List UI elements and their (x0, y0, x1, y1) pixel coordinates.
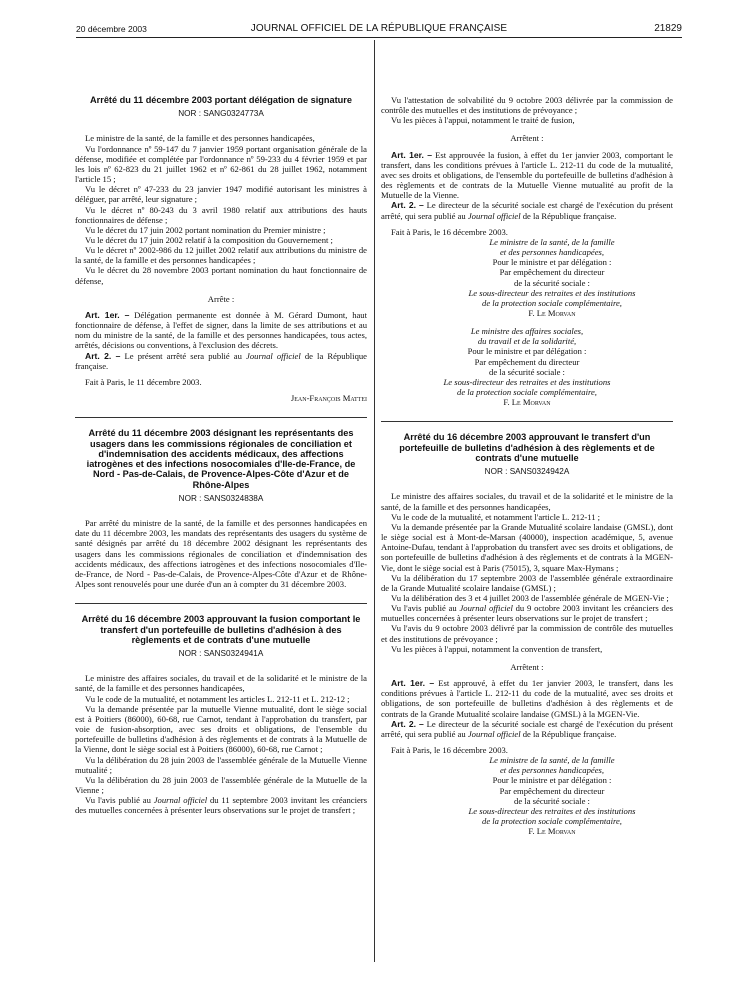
journal-title: JOURNAL OFFICIEL DE LA RÉPUBLIQUE FRANÇAISE (250, 23, 508, 34)
arrete1-title: Arrêté du 11 décembre 2003 portant délégation de signature (90, 95, 352, 105)
arrete4-done: Fait à Paris, le 16 décembre 2003. (391, 745, 508, 756)
column-divider (374, 40, 375, 962)
arrete4-para (381, 603, 673, 623)
sig-name: F. Le Morvan (528, 307, 576, 318)
journal-officiel-ref: Journal officiel (153, 795, 208, 806)
art-label: Art. 1er. – (85, 309, 130, 320)
arrete1-para: Vu le décret du 28 novembre 2003 portant nomination du haut fonctionnaire de défense, (75, 265, 367, 286)
arrete3-arrete-label: Arrêtent : (510, 133, 544, 144)
sig-line: Par empêchement du directeur (474, 356, 580, 367)
arrete1-para: Vu l'ordonnance nº 59-147 du 7 janvier 1959 portant organisation générale de la défense, modifiée et complétée par l'ordonnance nº 59-233 du 4 février 1959 et par les lois nº 62-823 du 21 juillet 1962 et nº 62-861 du 28 juillet 1962, notamment l'article 15 ; (75, 143, 367, 185)
arrete3-para: Vu la délibération du 28 juin 2003 de l'assemblée générale de la Mutuelle Vienne mutualité ; (75, 754, 367, 775)
arrete3-para (75, 795, 367, 815)
sig-line: de la protection sociale complémentaire, (482, 816, 622, 827)
arrete1-signature: Jean-François Mattei (290, 393, 367, 404)
arrete4-para: Vu les pièces à l'appui, notamment la convention de transfert, (391, 643, 603, 654)
sig-line: Par empêchement du directeur (499, 267, 605, 278)
sig-name: F. Le Morvan (503, 397, 551, 408)
arrete4-title: Arrêté du 16 décembre 2003 approuvant le transfert d'un portefeuille de bulletins d'adhésion à des règlements et de contrats d'une mutuelle (399, 432, 655, 463)
arrete1-nor: NOR : SANG0324773A (178, 109, 264, 119)
arrete1-arrete-label: Arrête : (207, 293, 235, 304)
arrete3-para: Vu la délibération du 28 juin 2003 de l'assemblée générale de la Mutuelle de la Vienne ; (75, 774, 367, 795)
arrete4-para: Vu la délibération du 17 septembre 2003 de l'assemblée générale extraordinaire de la Grande Mutualité scolaire landaise (GMSL) ; (381, 572, 673, 593)
sig-line: Pour le ministre et par délégation : (467, 346, 587, 357)
art-text: Le directeur de la sécurité sociale est chargé de l'exécution du présent arrêté, qui sera publié au (381, 718, 673, 739)
arrete3-para: Vu l'attestation de solvabilité du 9 octobre 2003 délivrée par la commission de contrôle des mutuelles et des institutions de prévoyance ; (381, 95, 673, 116)
art-label: Art. 1er. – (391, 678, 435, 689)
arrete4-art1 (381, 678, 673, 719)
arrete4-para: Vu la délibération des 3 et 4 juillet 2003 de l'assemblée générale de MGEN-Vie ; (391, 592, 669, 603)
art-text: Le présent arrêté sera publié au (124, 350, 247, 361)
sig-line: et des personnes handicapées, (499, 765, 605, 776)
sig-line: Pour le ministre et par délégation : (492, 257, 612, 268)
sig-line: de la sécurité sociale : (514, 795, 590, 806)
text-span: du 11 septembre 2003 invitant les créanciers des mutuelles concernées à présenter leurs observations sur le projet de transfert ; (75, 795, 367, 816)
sig-line: Par empêchement du directeur (499, 785, 605, 796)
journal-officiel-ref: Journal officiel (459, 603, 513, 614)
arrete1-done: Fait à Paris, le 11 décembre 2003. (85, 376, 202, 387)
art-label: Art. 1er. – (391, 149, 433, 160)
arrete1-para: Vu le décret du 17 juin 2002 portant nomination du Premier ministre ; (85, 224, 326, 235)
text-span: Vu l'avis publié au (85, 795, 154, 806)
arrete4-nor: NOR : SANS0324942A (484, 467, 570, 477)
arrete1-para: Vu le décret nº 80-243 du 3 avril 1980 relatif aux attributions des hauts fonctionnaires de défense ; (75, 204, 367, 225)
sig-line: de la sécurité sociale : (489, 366, 565, 377)
arrete4-arrete-label: Arrêtent : (510, 661, 544, 672)
art-label: Art. 2. – (391, 200, 424, 211)
text-span: du 9 octobre 2003 invitant les créanciers des mutuelles concernées à présenter leurs observations sur le projet de transfert ; (381, 603, 673, 624)
header-date: 20 décembre 2003 (76, 24, 147, 34)
arrete3-art1 (381, 150, 673, 201)
separator (75, 603, 367, 604)
sig-line: Le ministre de la santé, de la famille (489, 755, 615, 766)
arrete4-para: Le ministre des affaires sociales, du travail et de la solidarité et le ministre de la santé, de la famille et des personnes handicapées, (381, 491, 673, 512)
sig-line: de la protection sociale complémentaire, (457, 387, 597, 398)
arrete1-para: Le ministre de la santé, de la famille et des personnes handicapées, (85, 133, 315, 144)
sig-line: Pour le ministre et par délégation : (492, 775, 612, 786)
arrete3-para: Le ministre des affaires sociales, du travail et de la solidarité et le ministre de la santé, de la famille et des personnes handicapées, (75, 673, 367, 694)
arrete2-text: Par arrêté du ministre de la santé, de la famille et des personnes handicapées en date du 11 décembre 2003, les mandats des représentants des usagers du système de santé désignés par arrêté du 18 décembre 2002 désignant les représentants des usagers dans les commissions régionales de conciliation et d'indemnisation des accidents médicaux, des affections iatrogènes et des infections nosocomiales d'Ile-de-France, de Nord - Pas-de-Calais, de Provence-Alpes-Côte d'Azur et de Rhône-Alpes sont renouvelés pour une durée d'un an à compter du 31 décembre 2003. (75, 518, 367, 590)
text-span: Vu l'avis publié au (391, 603, 460, 614)
arrete2-title: Arrêté du 11 décembre 2003 désignant les représentants des usagers dans les commissions régionales de conciliation et d'indemnisation des accidents médicaux, des affections iatrogènes et des infections nosocomiales d'Ile-de-France, de Nord - Pas-de-Calais, de Provence-Alpes-Côte d'Azur et de Rhône-Alpes (86, 428, 356, 490)
sig-line: et des personnes handicapées, (499, 247, 605, 258)
art-text: de la République française. (75, 350, 367, 371)
arrete4-para: Vu le code de la mutualité, et notamment l'article L. 212-11 ; (391, 511, 601, 522)
arrete3-done: Fait à Paris, le 16 décembre 2003. (391, 226, 508, 237)
arrete3-para: Vu le code de la mutualité, et notamment les articles L. 212-11 et L. 212-12 ; (85, 693, 350, 704)
sig-line: du travail et de la solidarité, (477, 336, 577, 347)
art-text: de la République française. (520, 728, 617, 739)
journal-officiel-ref: Journal officiel (467, 728, 521, 739)
separator (75, 417, 367, 418)
arrete3-art2 (381, 200, 673, 220)
arrete4-art2 (381, 719, 673, 739)
art-label: Art. 2. – (85, 350, 121, 361)
art-text: Délégation permanente est donnée à M. Gérard Dumont, haut fonctionnaire de défense, à l'effet de signer, dans la limite de ses attributions et au nom du ministre de la santé, de la famille et des personnes handicapées, tous actes, arrêtés, décisions ou conventions, à l'exclusion des décrets. (75, 309, 367, 351)
page-header (76, 20, 682, 36)
arrete3-nor: NOR : SANS0324941A (178, 649, 264, 659)
journal-officiel-ref: Journal officiel (467, 210, 521, 221)
art-text: Est approuvée la fusion, à effet du 1er janvier 2003, comportant le transfert, dans les conditions prévues à l'article L. 212-11 du code de la mutualité, avec ses droits et obligations, de l'ensemble du portefeuille de bulletins d'adhésion à des règlements et de contrats de la Mutuelle Vienne mutualité au profit de la Mutuelle de la Vienne. (381, 149, 674, 201)
arrete1-para: Vu le décret nº 47-233 du 23 janvier 1947 modifié autorisant les ministres à déléguer, par arrêté, leur signature ; (75, 184, 367, 205)
separator (381, 421, 673, 422)
sig-line: Le ministre des affaires sociales, (470, 326, 584, 337)
arrete3-para: Vu la demande présentée par la mutuelle Vienne mutualité, dont le siège social est à Poitiers (86000), 60-68, rue Carnot, tendant à l'approbation du transfert, par voie de fusion-absorption, avec ses droits et obligations, de l'ensemble du portefeuille de bulletins d'adhésion à des règlements et de contrats à la Mutuelle de la Vienne, dont le siège social est à Poitiers (86000), 60-68, rue Carnot ; (75, 703, 367, 755)
arrete1-art2 (75, 351, 367, 371)
art-label: Art. 2. – (391, 718, 424, 729)
arrete4-para: Vu l'avis du 9 octobre 2003 délivré par la commission de contrôle des mutuelles et des institutions de prévoyance ; (381, 623, 673, 644)
header-rule (76, 37, 682, 38)
arrete1-art1 (75, 310, 367, 351)
sig-line: Le sous-directeur des retraites et des institutions (468, 805, 636, 816)
arrete2-nor: NOR : SANS0324838A (178, 493, 264, 503)
arrete4-para: Vu la demande présentée par la Grande Mutualité scolaire landaise (GMSL), dont le siège social est à Mont-de-Marsan (40000), inspection académique, 5, avenue Antoine-Dufau, tendant à l'approbation du transfert avec ses droits et obligations, de son portefeuille de bulletins d'adhésion à des règlements et de contrats à la MGEN-Vie, dont le siège social est à Paris (75015), 3, square Max-Hymans ; (381, 521, 673, 573)
sig-line: Le ministre de la santé, de la famille (489, 236, 615, 247)
right-column (381, 95, 673, 836)
page-number: 21829 (654, 23, 682, 34)
sig-name: F. Le Morvan (528, 826, 576, 837)
arrete3-title: Arrêté du 16 décembre 2003 approuvant la fusion comportant le transfert d'un portefeuille de bulletins d'adhésion à des règlements et de contrats d'une mutuelle (81, 614, 361, 645)
sig-line: de la sécurité sociale : (514, 277, 590, 288)
sig-line: de la protection sociale complémentaire, (482, 297, 622, 308)
art-text: Le directeur de la sécurité sociale est chargé de l'exécution du présent arrêté, qui sera publié au (381, 200, 673, 221)
art-text: Est approuvé, à effet du 1er janvier 2003, le transfert, dans les conditions prévues à l'article L. 212-11 du code de la mutualité, avec ses droits et obligations, de son portefeuille de bulletins d'adhésion à des règlements et de contrats de la Grande Mutualité scolaire landaise (GMSL) à la MGEN-Vie. (381, 678, 674, 719)
arrete3-para: Vu les pièces à l'appui, notamment le traité de fusion, (391, 115, 575, 126)
left-column (75, 95, 367, 815)
sig-line: Le sous-directeur des retraites et des institutions (468, 287, 636, 298)
arrete1-para: Vu le décret du 17 juin 2002 relatif à la composition du Gouvernement ; (85, 235, 333, 246)
sig-line: Le sous-directeur des retraites et des institutions (443, 376, 611, 387)
journal-officiel-ref: Journal officiel (246, 350, 301, 361)
arrete1-para: Vu le décret nº 2002-986 du 12 juillet 2002 relatif aux attributions du ministre de la santé, de la famille et des personnes handicapées ; (75, 245, 367, 266)
art-text: de la République française. (520, 210, 617, 221)
